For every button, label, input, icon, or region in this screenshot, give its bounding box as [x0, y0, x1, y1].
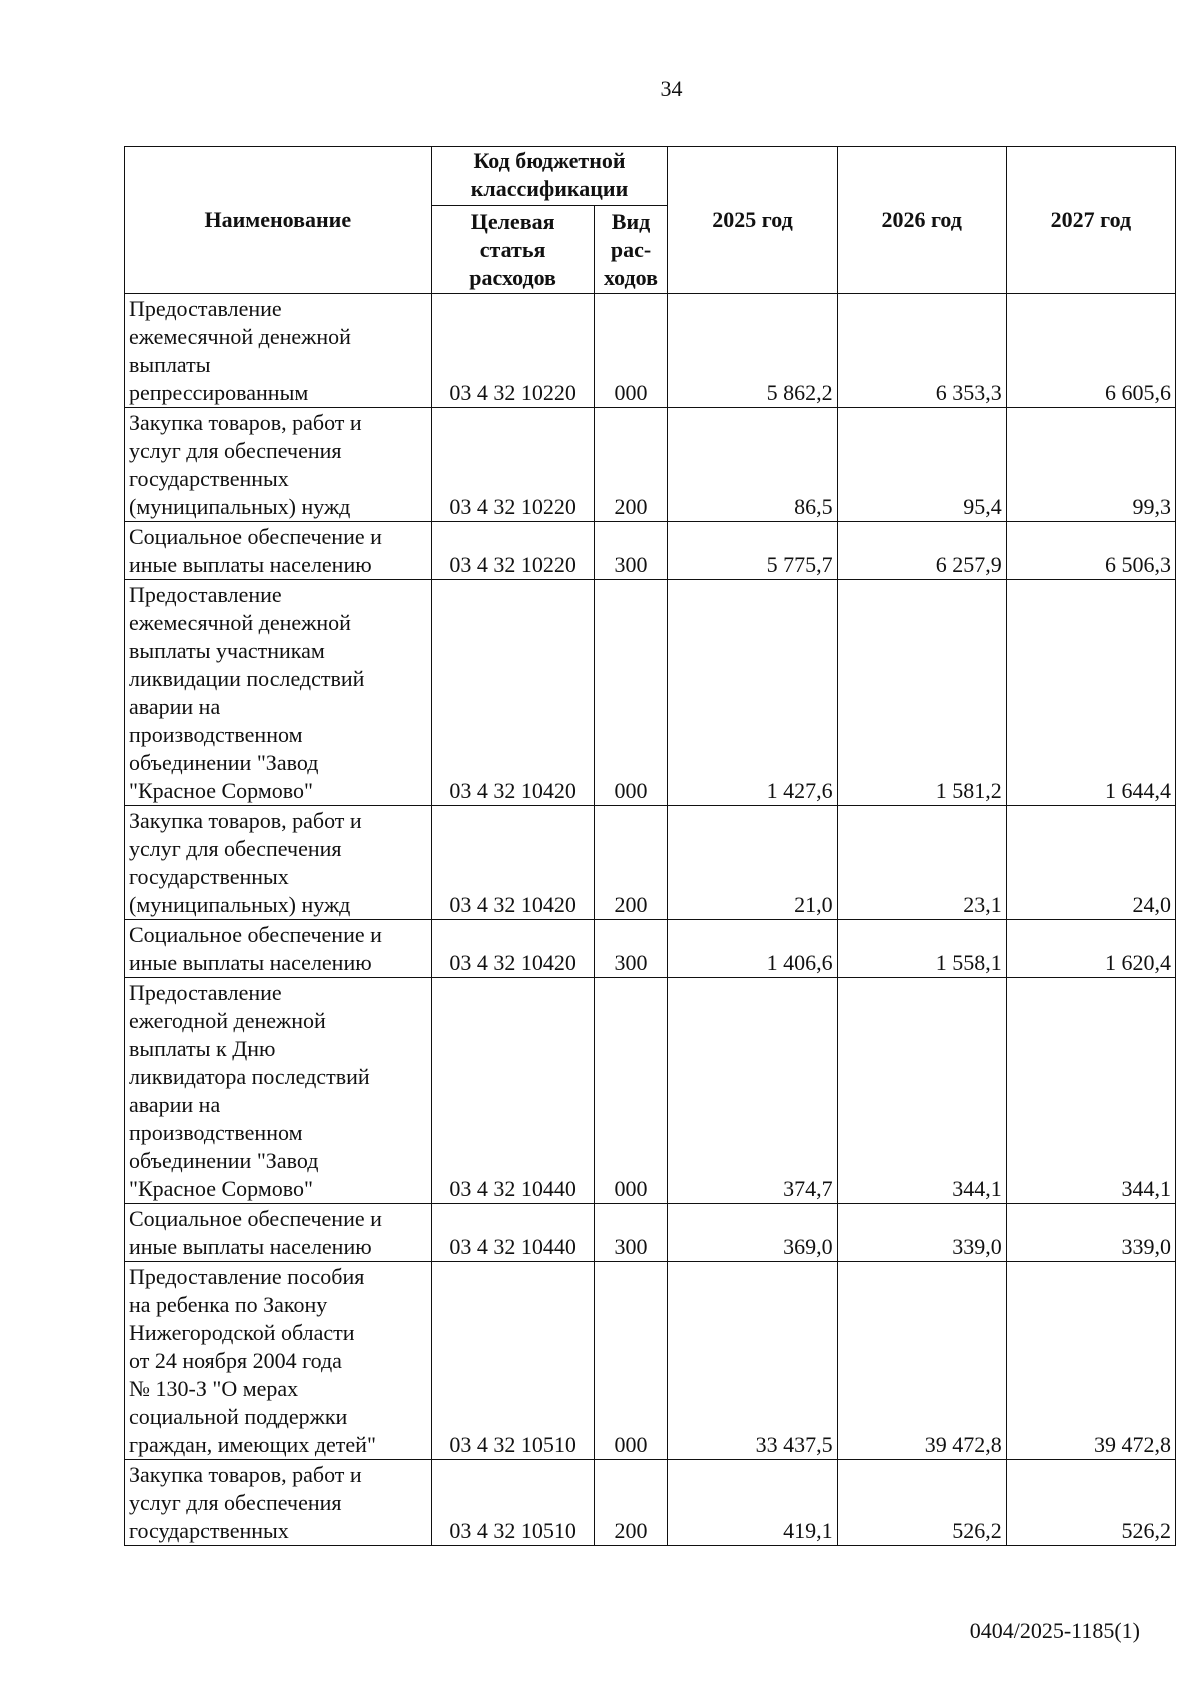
row-name: Социальное обеспечение и иные выплаты населению [125, 920, 432, 978]
row-kind: 200 [594, 408, 668, 522]
row-kind: 200 [594, 806, 668, 920]
row-2027: 24,0 [1006, 806, 1175, 920]
table-row [125, 1204, 1176, 1262]
row-2027: 1 620,4 [1006, 920, 1175, 978]
table-body [125, 294, 1176, 1546]
row-target: 03 4 32 10220 [431, 294, 594, 408]
row-target: 03 4 32 10420 [431, 580, 594, 806]
header-2027: 2027 год [1006, 147, 1175, 294]
header-2025: 2025 год [668, 147, 837, 294]
row-2026: 6 353,3 [837, 294, 1006, 408]
row-2025: 1 427,6 [668, 580, 837, 806]
row-2025: 374,7 [668, 978, 837, 1204]
row-kind: 300 [594, 1204, 668, 1262]
header-budget-code: Код бюджетной классификации [431, 147, 668, 206]
row-2027: 99,3 [1006, 408, 1175, 522]
table-row [125, 806, 1176, 920]
row-kind: 300 [594, 920, 668, 978]
row-target: 03 4 32 10510 [431, 1460, 594, 1546]
row-2027: 344,1 [1006, 978, 1175, 1204]
table-row [125, 522, 1176, 580]
row-target: 03 4 32 10420 [431, 806, 594, 920]
header-name: Наименование [125, 147, 432, 294]
row-target: 03 4 32 10440 [431, 978, 594, 1204]
header-2026: 2026 год [837, 147, 1006, 294]
header-target-article: Целевая статья расходов [431, 206, 594, 294]
row-2027: 6 605,6 [1006, 294, 1175, 408]
row-kind: 300 [594, 522, 668, 580]
row-2026: 39 472,8 [837, 1262, 1006, 1460]
row-2027: 526,2 [1006, 1460, 1175, 1546]
table-row [125, 1460, 1176, 1546]
row-2025: 5 862,2 [668, 294, 837, 408]
document-id: 0404/2025-1185(1) [969, 1618, 1140, 1643]
table-row [125, 580, 1176, 806]
row-name: Социальное обеспечение и иные выплаты населению [125, 522, 432, 580]
row-2026: 95,4 [837, 408, 1006, 522]
row-name: Предоставление ежемесячной денежной выплаты репрессированным [125, 294, 432, 408]
row-2025: 1 406,6 [668, 920, 837, 978]
row-target: 03 4 32 10420 [431, 920, 594, 978]
row-name: Закупка товаров, работ и услуг для обеспечения государственных [125, 1460, 432, 1546]
row-name: Предоставление пособия на ребенка по Закону Нижегородской области от 24 ноября 2004 года № 130-З "О мерах социальной поддержки граждан, имеющих детей" [125, 1262, 432, 1460]
row-2025: 419,1 [668, 1460, 837, 1546]
row-2026: 1 558,1 [837, 920, 1006, 978]
row-2026: 526,2 [837, 1460, 1006, 1546]
budget-table [124, 146, 1176, 1546]
row-target: 03 4 32 10220 [431, 522, 594, 580]
row-kind: 000 [594, 580, 668, 806]
row-kind: 000 [594, 294, 668, 408]
row-2025: 86,5 [668, 408, 837, 522]
table-row [125, 294, 1176, 408]
table-row [125, 408, 1176, 522]
header-expense-kind: Вид рас-ходов [594, 206, 668, 294]
row-kind: 000 [594, 1262, 668, 1460]
page-number: 34 [660, 76, 683, 101]
row-name: Предоставление ежемесячной денежной выплаты участникам ликвидации последствий аварии на производственном объединении "Завод "Красное Сормово" [125, 580, 432, 806]
row-kind: 200 [594, 1460, 668, 1546]
row-name: Закупка товаров, работ и услуг для обеспечения государственных (муниципальных) нужд [125, 408, 432, 522]
row-2025: 21,0 [668, 806, 837, 920]
row-2027: 6 506,3 [1006, 522, 1175, 580]
table-row [125, 1262, 1176, 1460]
row-2025: 33 437,5 [668, 1262, 837, 1460]
row-2026: 344,1 [837, 978, 1006, 1204]
row-name: Социальное обеспечение и иные выплаты населению [125, 1204, 432, 1262]
row-2026: 23,1 [837, 806, 1006, 920]
row-2027: 1 644,4 [1006, 580, 1175, 806]
row-2027: 39 472,8 [1006, 1262, 1175, 1460]
row-name: Закупка товаров, работ и услуг для обеспечения государственных (муниципальных) нужд [125, 806, 432, 920]
row-target: 03 4 32 10440 [431, 1204, 594, 1262]
row-2025: 5 775,7 [668, 522, 837, 580]
row-name: Предоставление ежегодной денежной выплаты к Дню ликвидатора последствий аварии на производственном объединении "Завод "Красное Сормово" [125, 978, 432, 1204]
row-2026: 339,0 [837, 1204, 1006, 1262]
table-row [125, 978, 1176, 1204]
row-2026: 1 581,2 [837, 580, 1006, 806]
row-target: 03 4 32 10220 [431, 408, 594, 522]
row-2027: 339,0 [1006, 1204, 1175, 1262]
row-2026: 6 257,9 [837, 522, 1006, 580]
row-target: 03 4 32 10510 [431, 1262, 594, 1460]
table-row [125, 920, 1176, 978]
row-2025: 369,0 [668, 1204, 837, 1262]
row-kind: 000 [594, 978, 668, 1204]
